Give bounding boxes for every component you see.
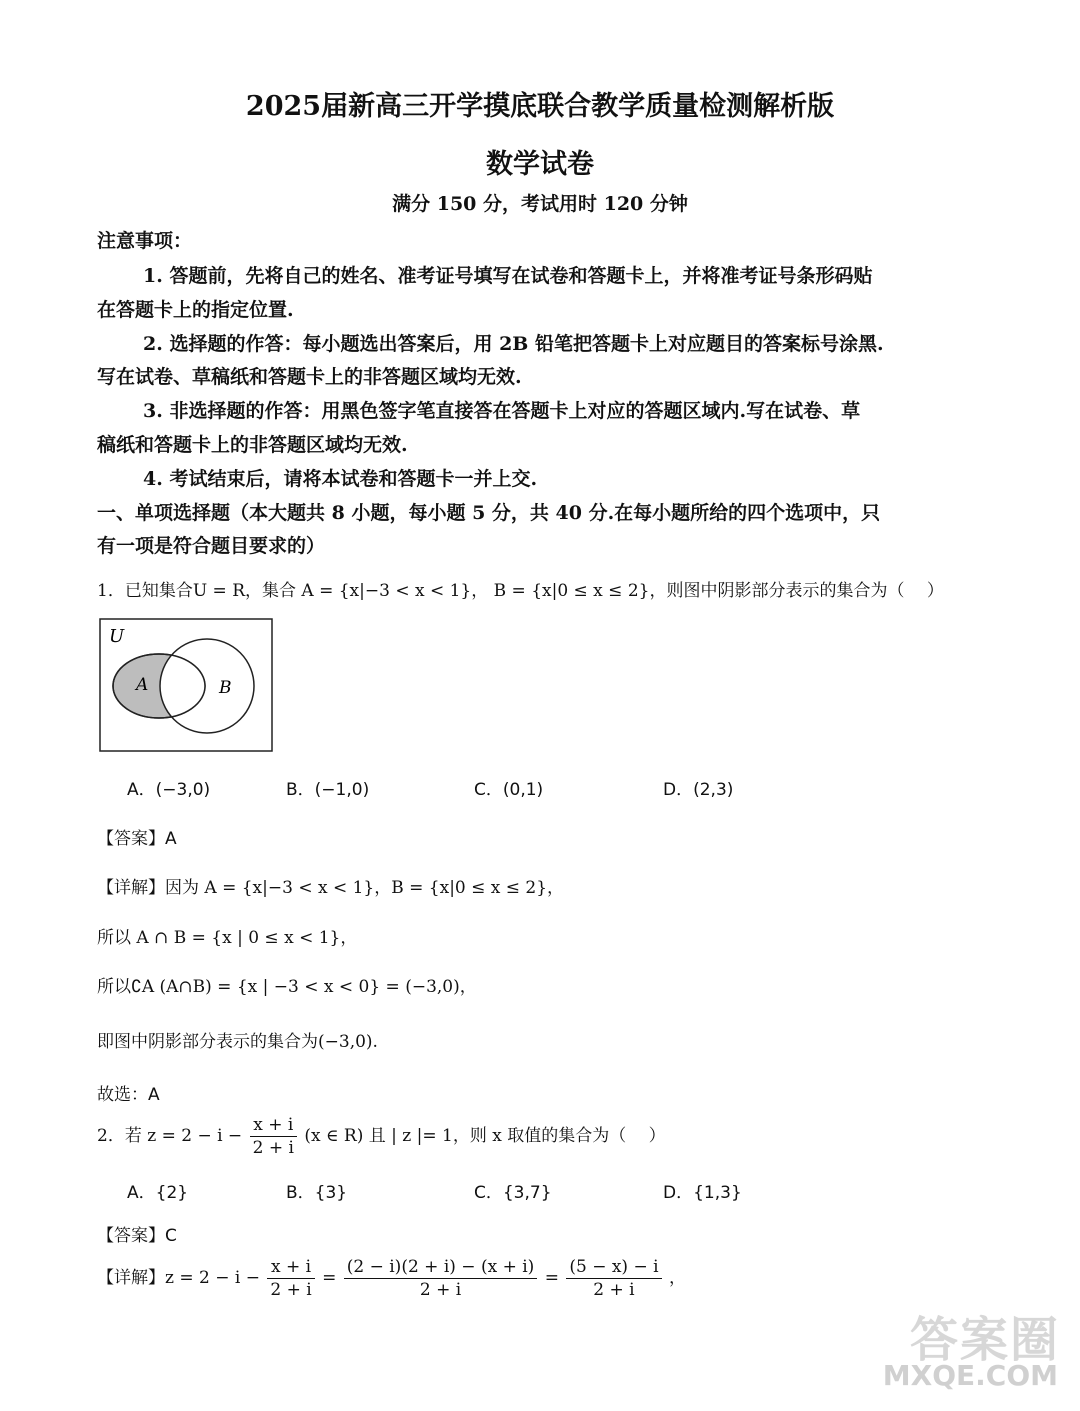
q1-detail-2: 所以 A ∩ B = {x | 0 ≤ x < 1}， (97, 928, 358, 948)
page-title: 2025届新高三开学摸底联合教学质量检测解析版 (245, 91, 835, 122)
q2-stem-post: (x ∈ R) 且 | z |= 1，则 x 取值的集合为（ ） (304, 1126, 666, 1146)
q2-detail-frac-3-den: 2 + i (593, 1280, 635, 1300)
section-heading-line2: 有一项是符合题目要求的） (97, 535, 326, 557)
equals-sign-1: = (322, 1268, 337, 1288)
q2-detail-tail: ， (668, 1268, 686, 1288)
q2-detail-frac-1-num: x + i (267, 1256, 314, 1279)
venn-label-a: A (136, 675, 149, 695)
q2-option-d: D．{1,3} (663, 1183, 742, 1203)
q1-answer: 【答案】A (97, 829, 177, 849)
notice-item-1b: 在答题卡上的指定位置. (97, 299, 294, 321)
q1-detail-1: 【详解】因为 A = {x|−3 < x < 1}，B = {x|0 ≤ x ≤ 2}， (97, 878, 565, 898)
notice-item-3a: 3. 非选择题的作答：用黑色签字笔直接答在答题卡上对应的答题区域内.写在试卷、草 (143, 400, 861, 422)
q1-choice: 故选：A (97, 1085, 160, 1105)
q2-detail-pre: 【详解】z = 2 − i − (97, 1268, 260, 1288)
q2-detail-frac-1-den: 2 + i (270, 1280, 312, 1300)
q2-detail-frac-1 (267, 1256, 314, 1301)
watermark-logo (882, 1301, 1060, 1401)
q2-frac-den: 2 + i (252, 1138, 294, 1158)
q1-option-a: A．(−3,0) (127, 780, 211, 800)
q2-detail-frac-2 (344, 1256, 538, 1301)
notice-item-3b: 稿纸和答题卡上的非答题区域均无效. (97, 434, 408, 456)
q2-frac-num: x + i (250, 1114, 297, 1137)
q2-option-c: C．{3,7} (474, 1183, 552, 1203)
q1-option-b: B．(−1,0) (286, 780, 370, 800)
venn-label-b: B (219, 678, 232, 698)
q1-option-d: D．(2,3) (663, 780, 734, 800)
q2-answer: 【答案】C (97, 1226, 177, 1246)
notice-item-2b: 写在试卷、草稿纸和答题卡上的非答题区域均无效. (97, 366, 522, 388)
notice-heading: 注意事项： (97, 230, 193, 252)
q2-detail (97, 1256, 686, 1301)
q1-stem: 1．已知集合U = R，集合 A = {x|−3 < x < 1}， B = {x|0 ≤ x ≤ 2}，则图中阴影部分表示的集合为（ ） (97, 581, 944, 601)
q1-option-c: C．(0,1) (474, 780, 544, 800)
q2-detail-frac-3-num: (5 − x) − i (566, 1256, 661, 1279)
notice-item-1a: 1. 答题前，先将自己的姓名、准考证号填写在试卷和答题卡上，并将准考证号条形码贴 (143, 265, 873, 287)
q2-detail-frac-2-den: 2 + i (419, 1280, 462, 1300)
watermark-cn: 答案圈 (909, 1312, 1060, 1368)
q1-detail-3: 所以∁A (A∩B) = {x | −3 < x < 0} = (−3,0)， (97, 977, 477, 997)
q1-detail-4: 即图中阴影部分表示的集合为(−3,0). (97, 1032, 378, 1052)
page-subtitle: 数学试卷 (486, 149, 594, 180)
venn-diagram (99, 618, 273, 752)
notice-item-4: 4. 考试结束后，请将本试卷和答题卡一并上交. (143, 468, 538, 490)
q2-fraction (250, 1114, 297, 1159)
notice-item-2a: 2. 选择题的作答：每小题选出答案后，用 2B 铅笔把答题卡上对应题目的答案标号涂黑. (143, 333, 884, 355)
section-heading-line1: 一、单项选择题（本大题共 8 小题，每小题 5 分，共 40 分.在每小题所给的四个选项中，只 (97, 502, 881, 524)
equals-sign-2: = (544, 1268, 559, 1288)
q2-stem-pre: 2．若 z = 2 − i − (97, 1126, 243, 1146)
q2-detail-frac-2-num: (2 − i)(2 + i) − (x + i) (344, 1256, 538, 1279)
q2-option-b: B．{3} (286, 1183, 348, 1203)
q2-detail-frac-3 (566, 1256, 661, 1301)
q2-stem (97, 1114, 666, 1159)
q2-option-a: A．{2} (127, 1183, 189, 1203)
watermark-en: MXQE.COM (882, 1359, 1058, 1392)
venn-label-u: U (109, 626, 125, 647)
exam-info: 满分 150 分，考试用时 120 分钟 (392, 193, 688, 215)
